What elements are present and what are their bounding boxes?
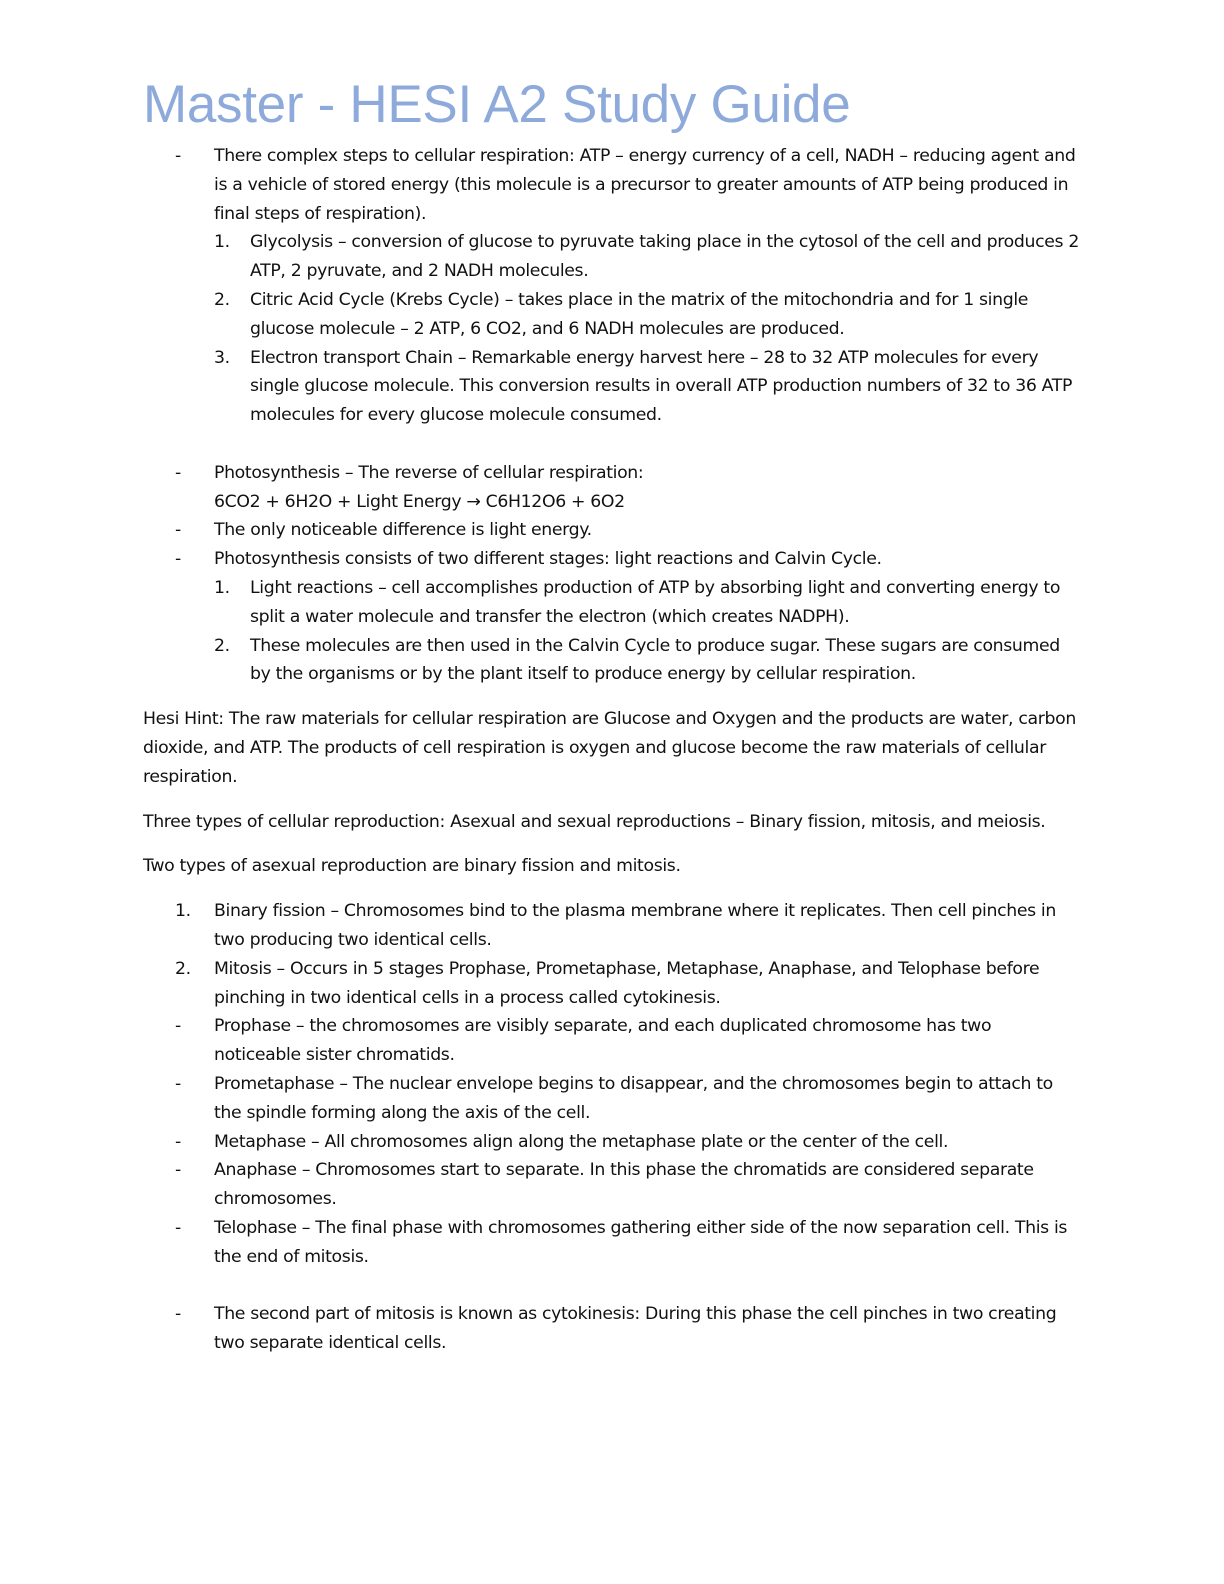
list-item bbox=[143, 897, 1083, 955]
asexual-intro: Two types of asexual reproduction are binary fission and mitosis. bbox=[143, 856, 681, 877]
list-item-text: Anaphase – Chromosomes start to separate. In this phase the chromatids are considered separate chromosomes. bbox=[214, 1160, 1034, 1210]
equation-reactants: 6CO2 + 6H2O + Light Energy bbox=[214, 491, 462, 512]
bullet-dash: - bbox=[175, 1217, 181, 1238]
hesi-hint: Hesi Hint: The raw materials for cellular respiration are Glucose and Oxygen and the products are water, carbon dioxide, and ATP. The products of cell respiration is oxygen and glucose become the raw materials of cellular respiration. bbox=[143, 709, 1076, 787]
list-item-text: Prophase – the chromosomes are visibly separate, and each duplicated chromosome has two noticeable sister chromatids. bbox=[214, 1016, 992, 1066]
list-item-text: The only noticeable difference is light energy. bbox=[214, 520, 592, 541]
list-item-text: Binary fission – Chromosomes bind to the plasma membrane where it replicates. Then cell pinches in two producing two identical cells. bbox=[214, 901, 1056, 950]
list-item bbox=[143, 1214, 1083, 1272]
bullet-dash: - bbox=[175, 146, 181, 166]
list-item bbox=[143, 1300, 1083, 1358]
list-item bbox=[143, 545, 1083, 574]
cytokinesis-text: The second part of mitosis is known as cytokinesis: During this phase the cell pinches in two creating two separate identical cells. bbox=[214, 1304, 1057, 1354]
photosynthesis-line: Photosynthesis – The reverse of cellular respiration: bbox=[214, 462, 644, 483]
bullet-dash: - bbox=[175, 520, 181, 541]
list-item bbox=[143, 286, 1083, 344]
page-title: Master - HESI A2 Study Guide bbox=[143, 75, 851, 134]
list-item bbox=[143, 632, 1083, 690]
list-item bbox=[143, 1128, 1083, 1157]
list-item-text: Electron transport Chain – Remarkable energy harvest here – 28 to 32 ATP molecules for every single glucose molecule. This conversion results in overall ATP production numbers of 32 to 36 ATP molecules for every glucose molecule consumed. bbox=[250, 347, 1073, 426]
list-item bbox=[143, 142, 1083, 228]
list-item bbox=[143, 459, 1083, 517]
bullet-dash: - bbox=[175, 549, 181, 570]
list-item bbox=[143, 1156, 1083, 1214]
list-item bbox=[143, 955, 1083, 1013]
arrow-right-icon: → bbox=[466, 491, 481, 512]
list-item bbox=[143, 1012, 1083, 1070]
list-item-text: Photosynthesis consists of two different stages: light reactions and Calvin Cycle. bbox=[214, 549, 882, 570]
list-item bbox=[143, 516, 1083, 545]
respiration-intro: There complex steps to cellular respiration: ATP – energy currency of a cell, NADH – reducing agent and is a vehicle of stored energy (this molecule is a precursor to greater amounts of ATP being produced in final steps of respiration). bbox=[214, 146, 1076, 224]
list-item-text: These molecules are then used in the Calvin Cycle to produce sugar. These sugars are consumed by the organisms or by the plant itself to produce energy by cellular respiration. bbox=[250, 635, 1060, 685]
list-number: 1. bbox=[214, 232, 230, 253]
list-number: 2. bbox=[214, 289, 230, 310]
reproduction-types: Three types of cellular reproduction: Asexual and sexual reproductions – Binary fission, mitosis, and meiosis. bbox=[143, 811, 1046, 832]
list-item-text: Glycolysis – conversion of glucose to pyruvate taking place in the cytosol of the cell and produces 2 ATP, 2 pyruvate, and 2 NADH molecules. bbox=[250, 232, 1079, 282]
equation-products: C6H12O6 + 6O2 bbox=[485, 491, 625, 512]
list-item-text: Mitosis – Occurs in 5 stages Prophase, Prometaphase, Metaphase, Anaphase, and Telophase before pinching in two identical cells in a process called cytokinesis. bbox=[214, 958, 1040, 1008]
document-body bbox=[143, 142, 1083, 1358]
list-number: 2. bbox=[214, 635, 230, 656]
list-item-text: Citric Acid Cycle (Krebs Cycle) – takes place in the matrix of the mitochondria and for 1 single glucose molecule – 2 ATP, 6 CO2, and 6 NADH molecules are produced. bbox=[250, 289, 1029, 339]
bullet-dash: - bbox=[175, 1073, 181, 1094]
bullet-dash: - bbox=[175, 1131, 181, 1152]
list-number: 3. bbox=[214, 347, 230, 368]
list-item-text: Metaphase – All chromosomes align along the metaphase plate or the center of the cell. bbox=[214, 1131, 949, 1152]
list-number: 1. bbox=[175, 901, 191, 922]
list-item bbox=[143, 574, 1083, 632]
bullet-dash: - bbox=[175, 1016, 181, 1037]
bullet-dash: - bbox=[175, 1304, 181, 1325]
list-item-text: Light reactions – cell accomplishes production of ATP by absorbing light and converting energy to split a water molecule and transfer the electron (which creates NADPH). bbox=[250, 577, 1061, 627]
list-item-text: Prometaphase – The nuclear envelope begins to disappear, and the chromosomes begin to attach to the spindle forming along the axis of the cell. bbox=[214, 1073, 1053, 1123]
bullet-dash: - bbox=[175, 1160, 181, 1181]
list-number: 2. bbox=[175, 958, 191, 979]
list-number: 1. bbox=[214, 577, 230, 598]
list-item bbox=[143, 1070, 1083, 1128]
list-item bbox=[143, 228, 1083, 286]
bullet-dash: - bbox=[175, 462, 181, 483]
list-item bbox=[143, 344, 1083, 430]
list-item-text: Telophase – The final phase with chromosomes gathering either side of the now separation cell. This is the end of mitosis. bbox=[214, 1217, 1068, 1267]
